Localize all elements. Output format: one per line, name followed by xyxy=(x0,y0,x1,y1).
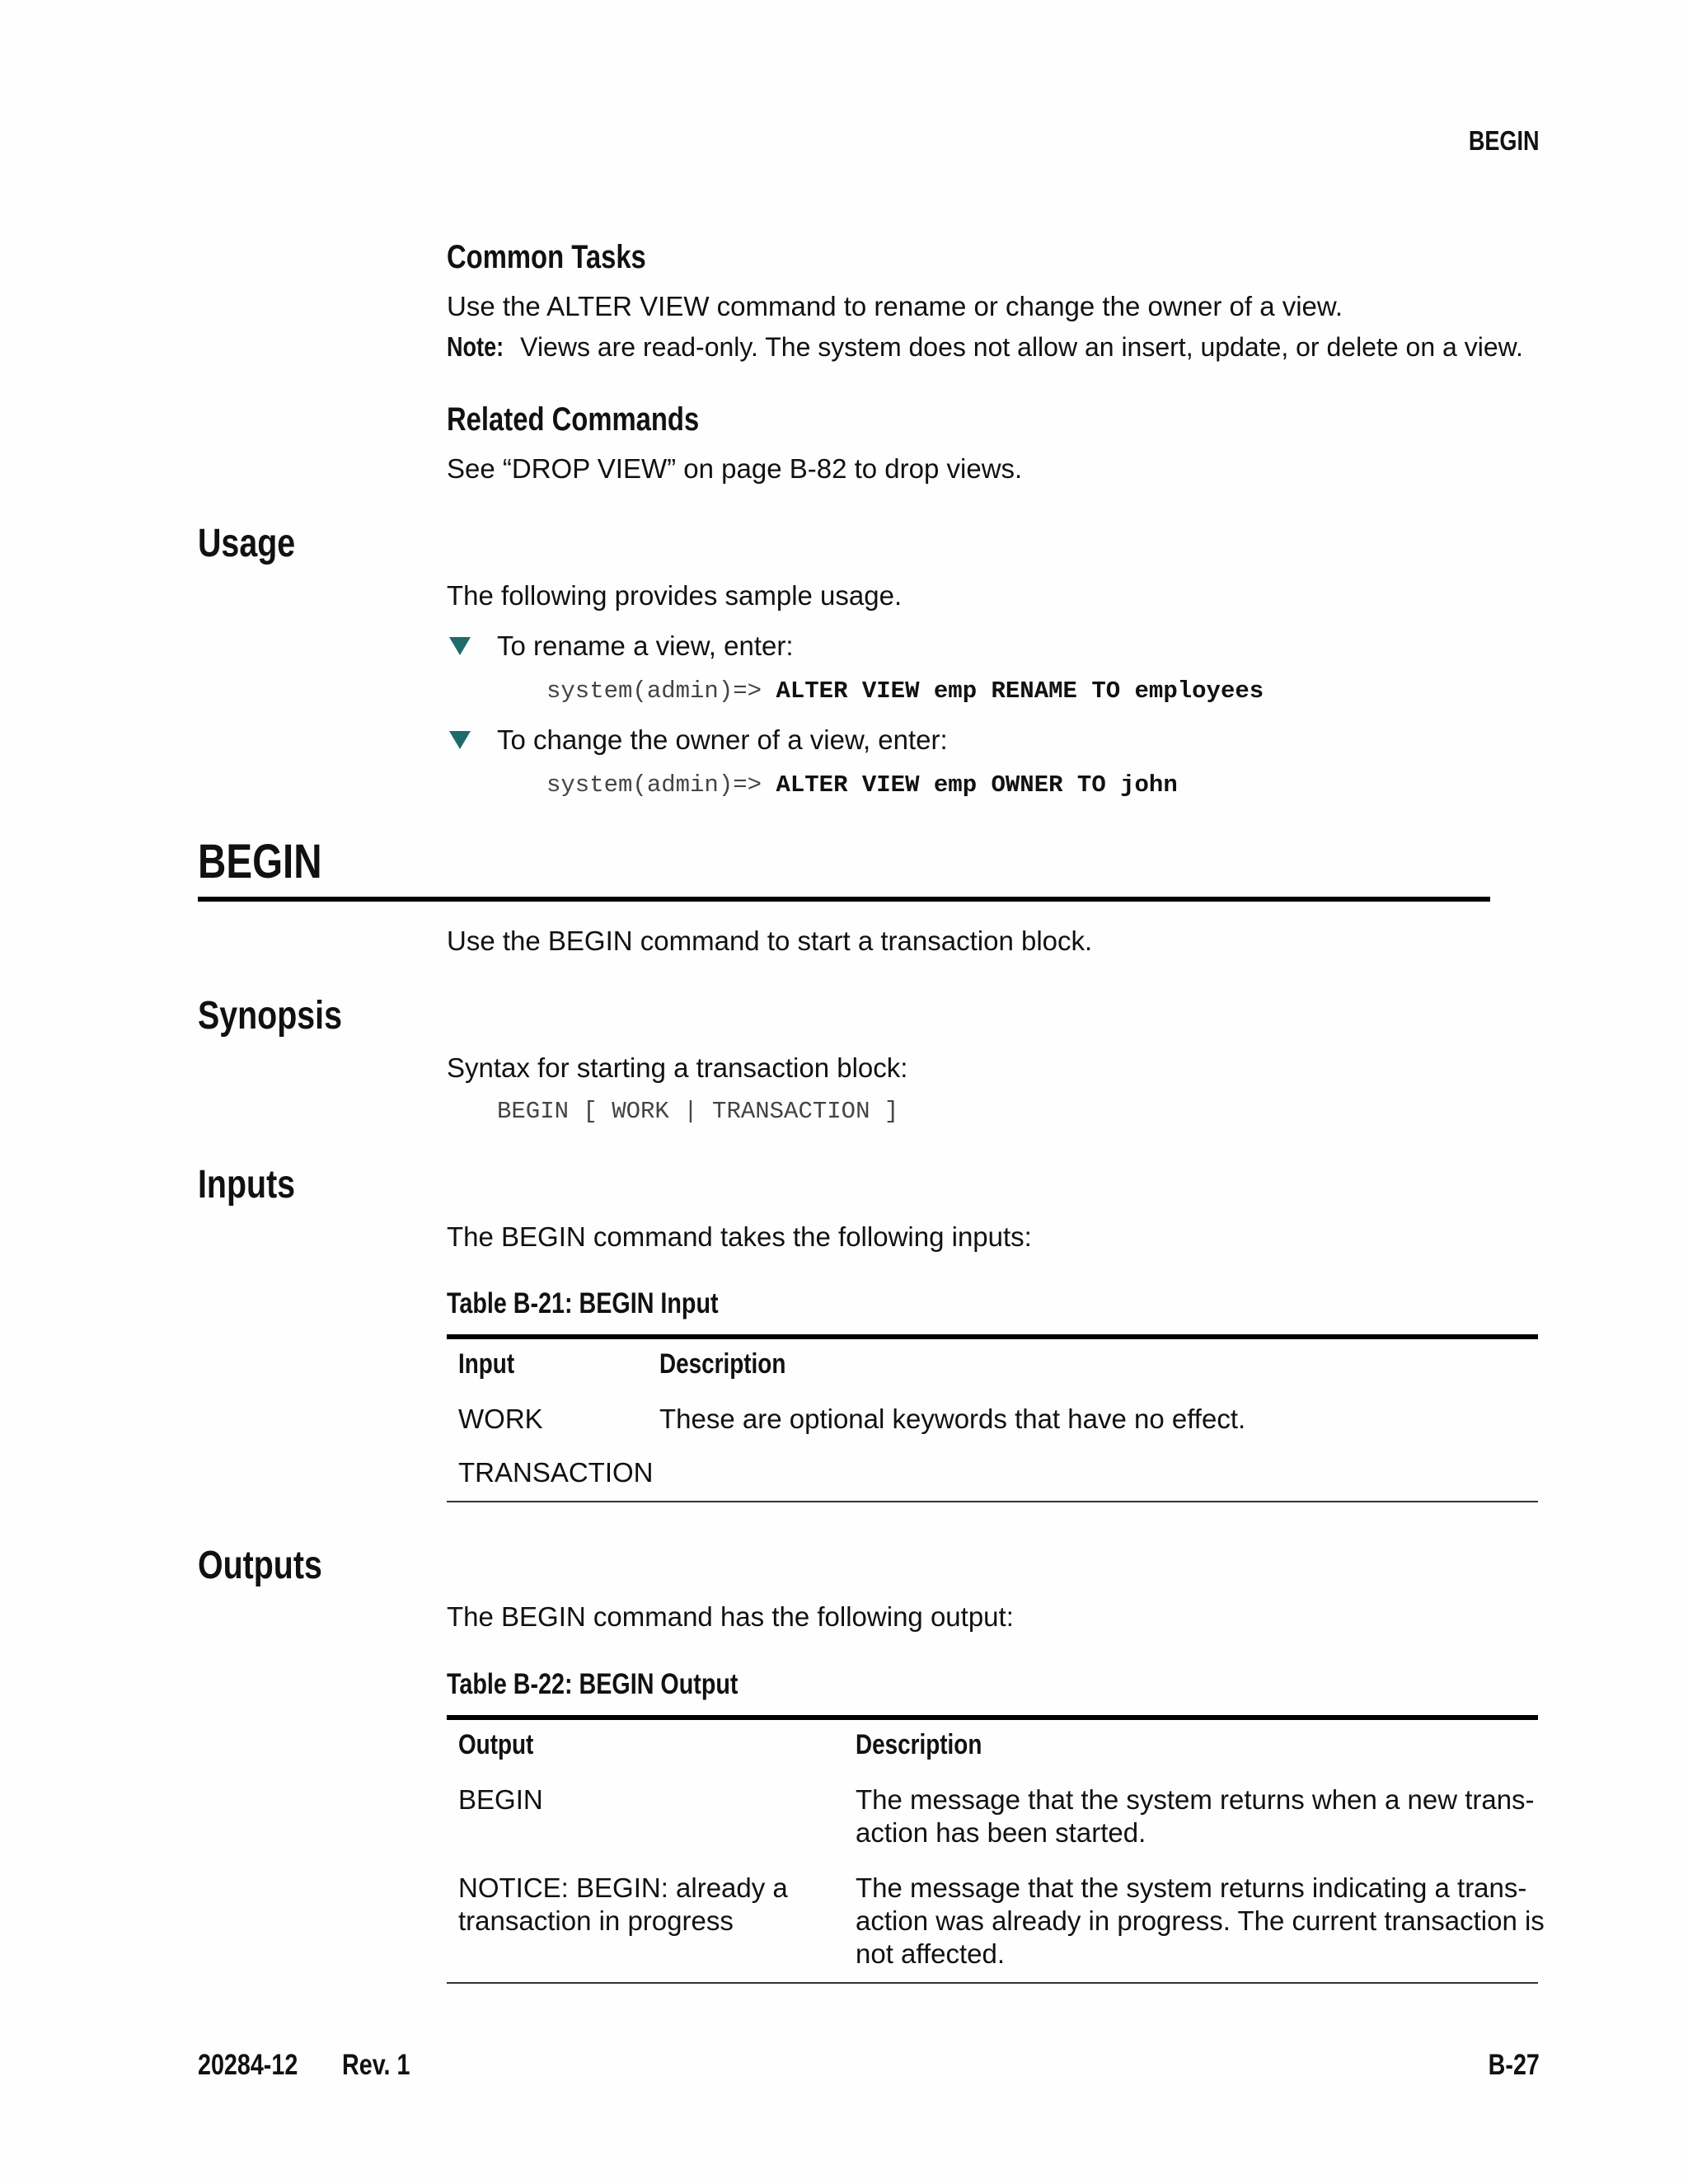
synopsis-heading: Synopsis xyxy=(198,994,342,1038)
begin-intro: Use the BEGIN command to start a transaction block. xyxy=(447,926,1093,956)
code-prompt: system(admin)=> xyxy=(546,771,762,799)
inputs-text: The BEGIN command takes the following inputs: xyxy=(447,1221,1032,1252)
note-text: Views are read-only. The system does not allow an insert, update, or delete on a view. xyxy=(520,332,1523,362)
running-header: BEGIN xyxy=(1469,125,1540,156)
table-bottom-rule xyxy=(447,1501,1538,1502)
code-command: ALTER VIEW emp OWNER TO john xyxy=(776,771,1178,799)
table-cell: These are optional keywords that have no effect. xyxy=(659,1404,1246,1434)
usage-item-text: To rename a view, enter: xyxy=(497,630,794,661)
table-cell: not affected. xyxy=(856,1938,1006,1969)
common-tasks-text: Use the ALTER VIEW command to rename or change the owner of a view. xyxy=(447,291,1343,321)
table-top-rule xyxy=(447,1715,1538,1720)
inputs-heading: Inputs xyxy=(198,1163,296,1207)
related-commands-heading: Related Commands xyxy=(447,401,700,438)
note xyxy=(447,330,1523,363)
footer-page-number: B-27 xyxy=(1488,2049,1540,2081)
table-caption: Table B-22: BEGIN Output xyxy=(447,1668,738,1700)
section-rule xyxy=(198,897,1490,902)
note-label: Note: xyxy=(447,331,504,362)
table-caption: Table B-21: BEGIN Input xyxy=(447,1287,719,1319)
table-cell: The message that the system returns indicating a trans- xyxy=(856,1872,1527,1903)
table-cell: action was already in progress. The current transaction is xyxy=(856,1905,1545,1936)
outputs-text: The BEGIN command has the following output: xyxy=(447,1601,1014,1632)
table-cell: NOTICE: BEGIN: already a xyxy=(458,1872,788,1903)
footer-revision: Rev. 1 xyxy=(342,2049,410,2081)
code-command: ALTER VIEW emp RENAME TO employees xyxy=(776,677,1264,705)
code-prompt: system(admin)=> xyxy=(546,677,762,705)
usage-code xyxy=(546,771,1178,799)
table-top-rule xyxy=(447,1334,1538,1339)
footer-doc-number: 20284-12 xyxy=(198,2049,298,2081)
bullet-triangle-icon xyxy=(449,731,471,749)
synopsis-syntax: BEGIN [ WORK | TRANSACTION ] xyxy=(497,1098,899,1125)
usage-intro: The following provides sample usage. xyxy=(447,580,903,611)
table-header-description: Description xyxy=(659,1348,786,1380)
table-bottom-rule xyxy=(447,1982,1538,1984)
table-header-input: Input xyxy=(458,1348,515,1380)
related-commands-text: See “DROP VIEW” on page B-82 to drop views. xyxy=(447,453,1023,484)
usage-code xyxy=(546,677,1264,705)
usage-heading: Usage xyxy=(198,522,296,565)
usage-item-text: To change the owner of a view, enter: xyxy=(497,724,948,755)
table-cell: The message that the system returns when a new trans- xyxy=(856,1784,1535,1815)
table-cell: action has been started. xyxy=(856,1817,1146,1848)
table-cell: transaction in progress xyxy=(458,1905,734,1936)
bullet-triangle-icon xyxy=(449,637,471,655)
common-tasks-heading: Common Tasks xyxy=(447,239,646,275)
table-cell: BEGIN xyxy=(458,1784,543,1815)
synopsis-text: Syntax for starting a transaction block: xyxy=(447,1052,908,1083)
table-cell: WORK xyxy=(458,1404,543,1434)
outputs-heading: Outputs xyxy=(198,1544,322,1587)
begin-heading: BEGIN xyxy=(198,835,322,888)
table-header-description: Description xyxy=(856,1729,982,1760)
table-header-output: Output xyxy=(458,1729,534,1760)
table-cell: TRANSACTION xyxy=(458,1457,654,1488)
